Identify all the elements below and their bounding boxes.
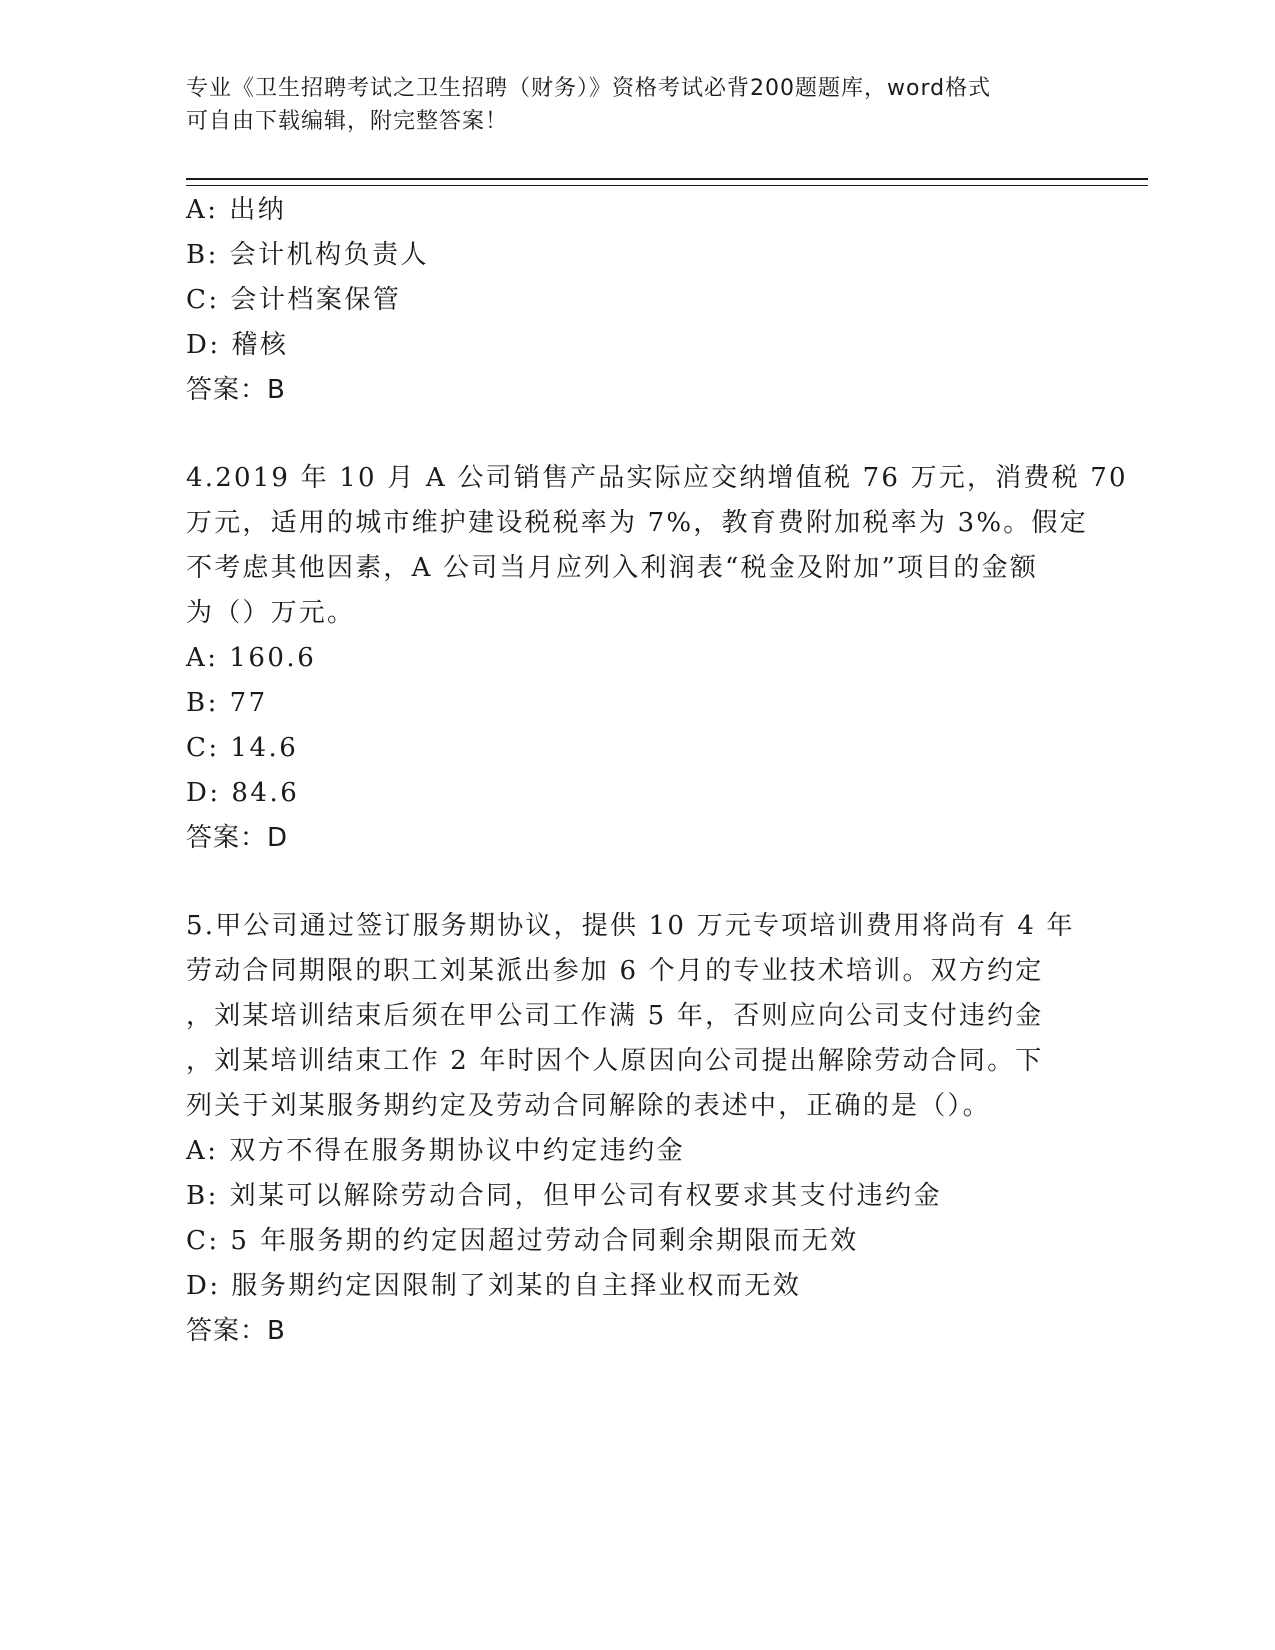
answer: 答案：D (186, 823, 289, 853)
option-a: A: 出纳 (186, 195, 287, 225)
question-text-line: 5.甲公司通过签订服务期协议，提供 10 万元专项培训费用将尚有 4 年 (186, 911, 1075, 941)
document-header (186, 72, 1066, 138)
question-text-line: 万元，适用的城市维护建设税税率为 7%，教育费附加税率为 3%。假定 (186, 508, 1088, 538)
option-b: B: 77 (186, 688, 268, 718)
question-text-line: 列关于刘某服务期约定及劳动合同解除的表述中，正确的是（）。 (186, 1091, 991, 1121)
question-text-line: 4.2019 年 10 月 A 公司销售产品实际应交纳增值税 76 万元，消费税 70 (186, 463, 1128, 493)
option-b: B: 会计机构负责人 (186, 240, 430, 270)
option-d: D: 稽核 (186, 330, 289, 360)
option-a: A: 160.6 (186, 643, 317, 673)
option-c: C: 会计档案保管 (186, 285, 402, 315)
question-text (186, 904, 1086, 1129)
question-3 (186, 188, 1086, 413)
header-divider (186, 178, 1148, 186)
header-line-2: 可自由下载编辑，附完整答案！ (186, 109, 509, 134)
option-b: B: 刘某可以解除劳动合同，但甲公司有权要求其支付违约金 (186, 1181, 943, 1211)
option-d: D: 服务期约定因限制了刘某的自主择业权而无效 (186, 1271, 802, 1301)
header-line-1: 专业《卫生招聘考试之卫生招聘（财务）》资格考试必背200题题库，word格式 (186, 76, 992, 101)
option-c: C: 14.6 (186, 733, 299, 763)
spacer (186, 413, 1086, 456)
option-c: C: 5 年服务期的约定因超过劳动合同剩余期限而无效 (186, 1226, 859, 1256)
question-text-line: 不考虑其他因素，A 公司当月应列入利润表“税金及附加”项目的金额 (186, 553, 1039, 583)
question-text-line: 劳动合同期限的职工刘某派出参加 6 个月的专业技术培训。双方约定 (186, 956, 1044, 986)
question-text-line: 为（）万元。 (186, 598, 356, 628)
answer: 答案：B (186, 375, 286, 405)
question-5 (186, 904, 1086, 1354)
question-text-line: ，刘某培训结束工作 2 年时因个人原因向公司提出解除劳动合同。下 (186, 1046, 1044, 1076)
spacer (186, 861, 1086, 904)
question-text-line: ，刘某培训结束后须在甲公司工作满 5 年，否则应向公司支付违约金 (186, 1001, 1044, 1031)
question-text (186, 456, 1128, 636)
question-4 (186, 456, 1128, 861)
option-a: A: 双方不得在服务期协议中约定违约金 (186, 1136, 686, 1166)
document-body (186, 188, 1128, 1354)
answer: 答案：B (186, 1316, 286, 1346)
option-d: D: 84.6 (186, 778, 300, 808)
